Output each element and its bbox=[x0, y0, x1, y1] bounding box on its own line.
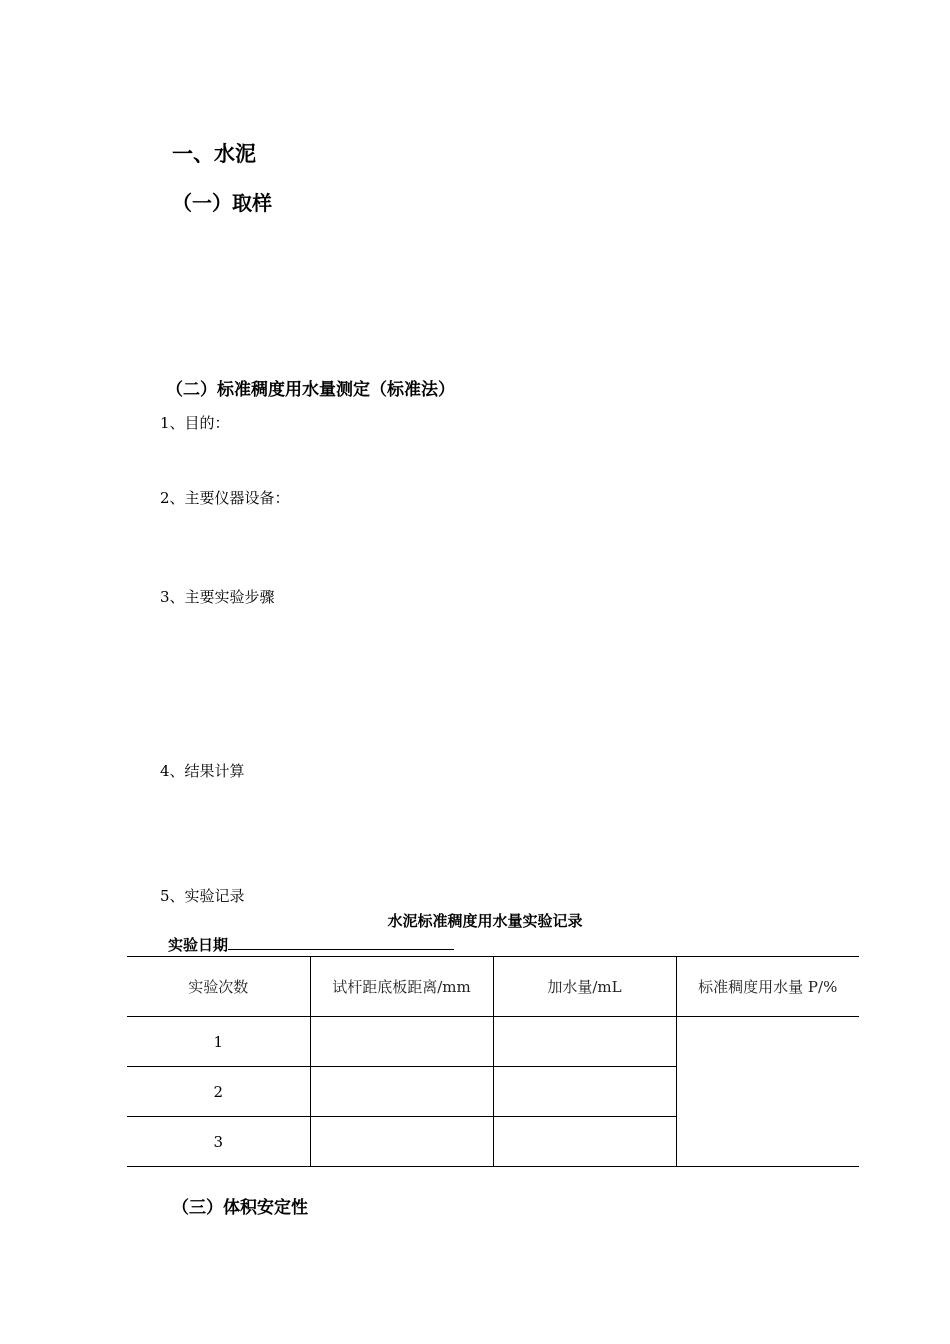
table-row bbox=[127, 1017, 859, 1067]
cell-trial-2: 2 bbox=[127, 1067, 310, 1117]
item-steps: 3、主要实验步骤 bbox=[160, 588, 275, 606]
header-consistency-water: 标准稠度用水量 P/% bbox=[676, 957, 859, 1017]
item-record: 5、实验记录 bbox=[160, 887, 245, 905]
experiment-date-blank bbox=[228, 935, 454, 950]
subsection-volume-stability: （三）体积安定性 bbox=[172, 1198, 308, 1218]
cell-trial-1: 1 bbox=[127, 1017, 310, 1067]
table-header-row bbox=[127, 957, 859, 1017]
table-caption: 水泥标准稠度用水量实验记录 bbox=[387, 912, 583, 930]
item-calculation: 4、结果计算 bbox=[160, 762, 245, 780]
cell-rod-distance-1 bbox=[310, 1017, 493, 1067]
section-heading-cement: 一、水泥 bbox=[172, 142, 256, 166]
experiment-date-field bbox=[168, 934, 454, 955]
header-water-added: 加水量/mL bbox=[493, 957, 676, 1017]
cell-water-added-2 bbox=[493, 1067, 676, 1117]
experiment-date-label: 实验日期 bbox=[168, 936, 229, 954]
subsection-sampling: （一）取样 bbox=[172, 191, 272, 215]
cell-rod-distance-3 bbox=[310, 1117, 493, 1167]
cell-rod-distance-2 bbox=[310, 1067, 493, 1117]
cell-water-added-1 bbox=[493, 1017, 676, 1067]
header-trial-number: 实验次数 bbox=[127, 957, 310, 1017]
cell-trial-3: 3 bbox=[127, 1117, 310, 1167]
subsection-standard-consistency: （二）标准稠度用水量测定（标准法） bbox=[166, 380, 455, 400]
header-rod-distance: 试杆距底板距离/mm bbox=[310, 957, 493, 1017]
item-purpose: 1、目的： bbox=[160, 414, 230, 432]
item-equipment: 2、主要仪器设备： bbox=[160, 489, 290, 507]
record-table bbox=[127, 956, 859, 1167]
cell-water-added-3 bbox=[493, 1117, 676, 1167]
cell-consistency-result bbox=[676, 1017, 859, 1167]
